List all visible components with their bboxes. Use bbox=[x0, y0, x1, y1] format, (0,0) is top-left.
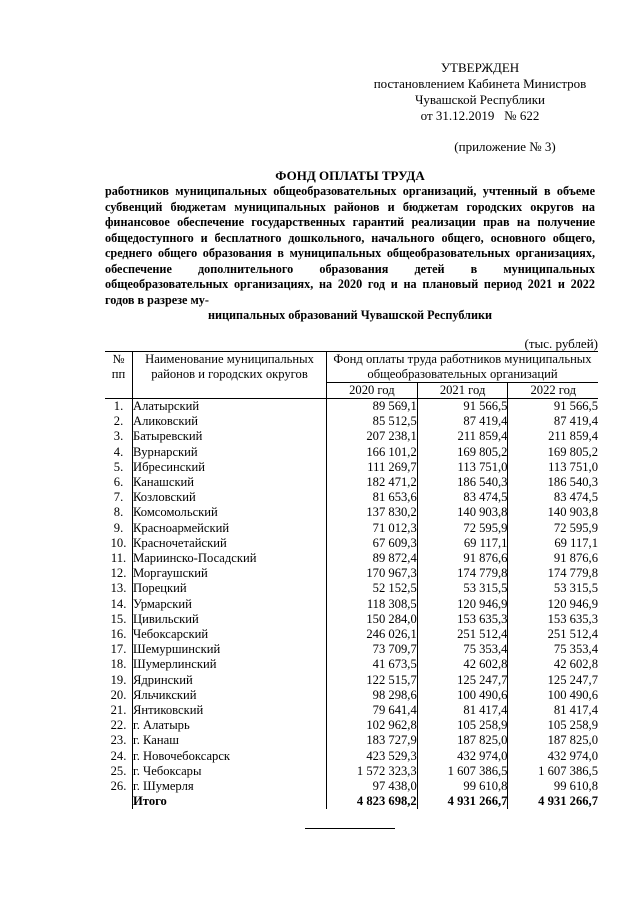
row-name: Янтиковский bbox=[133, 703, 327, 718]
row-value-2020: 166 101,2 bbox=[327, 445, 418, 460]
row-name: Шемуршинский bbox=[133, 642, 327, 657]
row-name: Красночетайский bbox=[133, 536, 327, 551]
row-number: 26. bbox=[110, 779, 127, 794]
row-name: Красноармейский bbox=[133, 521, 327, 536]
row-number: 15. bbox=[110, 611, 127, 626]
row-number: 14. bbox=[110, 596, 127, 611]
row-value-2021: 99 610,8 bbox=[417, 779, 508, 794]
row-value-2021: 120 946,9 bbox=[417, 597, 508, 612]
row-value-2020: 85 512,5 bbox=[327, 414, 418, 429]
row-number: 25. bbox=[110, 763, 127, 778]
total-2021: 4 931 266,7 bbox=[417, 794, 508, 809]
row-value-2022: 75 353,4 bbox=[553, 642, 598, 657]
row-name: Порецкий bbox=[133, 581, 327, 596]
row-number: 17. bbox=[110, 642, 127, 657]
row-value-2020: 111 269,7 bbox=[327, 460, 418, 475]
row-value-2021: 91 876,6 bbox=[417, 551, 508, 566]
document-subtitle bbox=[105, 184, 595, 324]
row-name: Моргаушский bbox=[133, 566, 327, 581]
row-number: 16. bbox=[110, 627, 127, 642]
row-value-2020: 97 438,0 bbox=[327, 779, 418, 794]
approval-block bbox=[360, 60, 600, 124]
row-name: г. Новочебоксарск bbox=[133, 749, 327, 764]
row-value-2020: 137 830,2 bbox=[327, 505, 418, 520]
row-value-2021: 69 117,1 bbox=[417, 536, 508, 551]
units-label: (тыс. рублей) bbox=[524, 336, 598, 351]
row-number: 10. bbox=[110, 535, 127, 550]
total-row bbox=[105, 794, 598, 809]
table-row bbox=[105, 475, 598, 490]
row-value-2022: 251 512,4 bbox=[547, 627, 598, 642]
header-year-2022: 2022 год bbox=[508, 383, 598, 399]
approval-date-number: от 31.12.2019 № 622 bbox=[420, 108, 540, 123]
row-value-2021: 100 490,6 bbox=[417, 688, 508, 703]
row-name: Козловский bbox=[133, 490, 327, 505]
row-number: 2. bbox=[113, 414, 124, 429]
row-name: Ядринский bbox=[133, 673, 327, 688]
row-number: 12. bbox=[110, 566, 127, 581]
row-value-2022: 81 417,4 bbox=[553, 703, 598, 718]
row-value-2022: 100 490,6 bbox=[547, 687, 598, 702]
row-number: 5. bbox=[113, 459, 124, 474]
header-year-2021: 2021 год bbox=[417, 383, 508, 399]
row-value-2020: 89 872,4 bbox=[327, 551, 418, 566]
table-row bbox=[105, 414, 598, 429]
table-row bbox=[105, 490, 598, 505]
row-number: 21. bbox=[110, 703, 127, 718]
table-row bbox=[105, 749, 598, 764]
row-number: 23. bbox=[110, 733, 127, 748]
table-row bbox=[105, 581, 598, 596]
row-name: Аликовский bbox=[133, 414, 327, 429]
row-name: Алатырский bbox=[133, 399, 327, 415]
row-name: Ибресинский bbox=[133, 460, 327, 475]
approval-heading: УТВЕРЖДЕН bbox=[440, 60, 520, 75]
row-number: 18. bbox=[110, 657, 127, 672]
row-name: Канашский bbox=[133, 475, 327, 490]
row-value-2022: 211 859,4 bbox=[548, 429, 598, 444]
row-value-2021: 169 805,2 bbox=[417, 445, 508, 460]
row-value-2021: 125 247,7 bbox=[417, 673, 508, 688]
row-number: 11. bbox=[110, 551, 127, 566]
row-number: 1. bbox=[113, 399, 124, 413]
table-row bbox=[105, 703, 598, 718]
header-number: № пп bbox=[105, 352, 133, 399]
table-row bbox=[105, 536, 598, 551]
row-value-2020: 182 471,2 bbox=[327, 475, 418, 490]
row-value-2021: 432 974,0 bbox=[417, 749, 508, 764]
row-name: Батыревский bbox=[133, 429, 327, 444]
row-value-2022: 187 825,0 bbox=[547, 733, 598, 748]
row-value-2021: 42 602,8 bbox=[417, 657, 508, 672]
table-row bbox=[105, 718, 598, 733]
row-value-2020: 1 572 323,3 bbox=[327, 764, 418, 779]
row-value-2022: 169 805,2 bbox=[547, 444, 598, 459]
row-number: 24. bbox=[110, 748, 127, 763]
table-row bbox=[105, 733, 598, 748]
subtitle-last-line: ниципальных образований Чувашской Республики bbox=[207, 308, 493, 322]
total-number-cell bbox=[105, 794, 133, 809]
table-body bbox=[105, 399, 598, 810]
row-value-2021: 75 353,4 bbox=[417, 642, 508, 657]
row-value-2020: 79 641,4 bbox=[327, 703, 418, 718]
table-row bbox=[105, 566, 598, 581]
document-title: ФОНД ОПЛАТЫ ТРУДА bbox=[275, 168, 425, 183]
row-value-2020: 207 238,1 bbox=[327, 429, 418, 444]
row-value-2020: 183 727,9 bbox=[327, 733, 418, 748]
table-row bbox=[105, 673, 598, 688]
row-number: 9. bbox=[113, 520, 124, 535]
total-2020: 4 823 698,2 bbox=[327, 794, 418, 809]
row-number: 4. bbox=[113, 444, 124, 459]
row-name: Чебоксарский bbox=[133, 627, 327, 642]
row-number: 8. bbox=[113, 505, 124, 520]
row-value-2022: 186 540,3 bbox=[547, 475, 598, 490]
row-number: 22. bbox=[110, 718, 127, 733]
row-value-2022: 174 779,8 bbox=[547, 566, 598, 581]
row-value-2020: 71 012,3 bbox=[327, 521, 418, 536]
row-value-2021: 87 419,4 bbox=[417, 414, 508, 429]
total-label: Итого bbox=[133, 794, 327, 809]
header-fund: Фонд оплаты труда работников муниципальных общеобразовательных организаций bbox=[327, 352, 599, 383]
header-year-2020: 2020 год bbox=[327, 383, 418, 399]
row-value-2021: 81 417,4 bbox=[417, 703, 508, 718]
row-value-2022: 140 903,8 bbox=[547, 505, 598, 520]
table-row bbox=[105, 445, 598, 460]
table-row bbox=[105, 627, 598, 642]
subtitle-main: работников муниципальных общеобразовательных организаций, учтенный в объеме субвенций бюджетам муниципальных районов и бюджетам городских округов на финансовое обеспечение государственных гарантий реализации прав на получение общедоступного и бесплатного дошкольного, начального общего, основного общего, среднего общего образования в муниципальных общеобразовательных организациях, обеспечение дополнительного образования детей в муниципальных общеобразовательных организациях, на 2020 год и на плановый период 2021 и 2022 годов в разрезе му- bbox=[105, 184, 595, 307]
row-name: Мариинско-Посадский bbox=[133, 551, 327, 566]
row-name: Вурнарский bbox=[133, 445, 327, 460]
total-2022: 4 931 266,7 bbox=[538, 794, 598, 809]
row-value-2020: 73 709,7 bbox=[327, 642, 418, 657]
row-value-2021: 153 635,3 bbox=[417, 612, 508, 627]
table-row bbox=[105, 521, 598, 536]
row-value-2020: 150 284,0 bbox=[327, 612, 418, 627]
row-value-2020: 98 298,6 bbox=[327, 688, 418, 703]
row-value-2020: 122 515,7 bbox=[327, 673, 418, 688]
row-number: 6. bbox=[113, 475, 124, 490]
row-number: 20. bbox=[110, 687, 127, 702]
row-name: Шумерлинский bbox=[133, 657, 327, 672]
row-number: 3. bbox=[113, 429, 124, 444]
row-value-2021: 140 903,8 bbox=[417, 505, 508, 520]
signature-divider bbox=[305, 828, 395, 829]
row-value-2022: 42 602,8 bbox=[553, 657, 598, 672]
approval-issuer: постановлением Кабинета Министров bbox=[373, 76, 587, 91]
table-row bbox=[105, 505, 598, 520]
row-value-2021: 53 315,5 bbox=[417, 581, 508, 596]
row-value-2022: 113 751,0 bbox=[548, 459, 598, 474]
row-name: Урмарский bbox=[133, 597, 327, 612]
row-value-2021: 251 512,4 bbox=[417, 627, 508, 642]
row-value-2022: 432 974,0 bbox=[547, 748, 598, 763]
row-value-2022: 105 258,9 bbox=[547, 718, 598, 733]
row-value-2022: 91 876,6 bbox=[553, 551, 598, 566]
table-row bbox=[105, 460, 598, 475]
table-row bbox=[105, 597, 598, 612]
row-value-2020: 52 152,5 bbox=[327, 581, 418, 596]
table-row bbox=[105, 612, 598, 627]
fund-table bbox=[105, 351, 598, 809]
row-value-2021: 72 595,9 bbox=[417, 521, 508, 536]
row-value-2022: 153 635,3 bbox=[547, 611, 598, 626]
row-value-2020: 81 653,6 bbox=[327, 490, 418, 505]
row-value-2020: 423 529,3 bbox=[327, 749, 418, 764]
row-value-2021: 91 566,5 bbox=[417, 399, 508, 415]
row-number: 19. bbox=[110, 672, 127, 687]
row-name: Цивильский bbox=[133, 612, 327, 627]
row-value-2020: 89 569,1 bbox=[327, 399, 418, 415]
row-name: г. Канаш bbox=[133, 733, 327, 748]
row-value-2020: 102 962,8 bbox=[327, 718, 418, 733]
row-value-2022: 83 474,5 bbox=[553, 490, 598, 505]
row-number: 13. bbox=[110, 581, 127, 596]
row-value-2022: 72 595,9 bbox=[553, 520, 598, 535]
row-name: Комсомольский bbox=[133, 505, 327, 520]
row-value-2021: 105 258,9 bbox=[417, 718, 508, 733]
table-row bbox=[105, 642, 598, 657]
row-value-2022: 69 117,1 bbox=[554, 535, 598, 550]
row-value-2022: 99 610,8 bbox=[553, 779, 598, 794]
row-name: Яльчикский bbox=[133, 688, 327, 703]
row-value-2021: 187 825,0 bbox=[417, 733, 508, 748]
row-value-2021: 211 859,4 bbox=[417, 429, 508, 444]
table-row bbox=[105, 657, 598, 672]
annex-label: (приложение № 3) bbox=[454, 139, 556, 154]
row-value-2022: 125 247,7 bbox=[547, 672, 598, 687]
row-value-2021: 113 751,0 bbox=[417, 460, 508, 475]
row-value-2022: 91 566,5 bbox=[553, 399, 598, 413]
row-name: г. Шумерля bbox=[133, 779, 327, 794]
row-name: г. Алатырь bbox=[133, 718, 327, 733]
row-value-2021: 1 607 386,5 bbox=[417, 764, 508, 779]
table-row bbox=[105, 551, 598, 566]
approval-republic: Чувашской Республики bbox=[414, 92, 546, 107]
table-row bbox=[105, 429, 598, 444]
table-row bbox=[105, 764, 598, 779]
row-value-2022: 53 315,5 bbox=[553, 581, 598, 596]
row-value-2020: 67 609,3 bbox=[327, 536, 418, 551]
row-value-2020: 41 673,5 bbox=[327, 657, 418, 672]
row-name: г. Чебоксары bbox=[133, 764, 327, 779]
row-value-2022: 120 946,9 bbox=[547, 596, 598, 611]
row-value-2021: 186 540,3 bbox=[417, 475, 508, 490]
row-number: 7. bbox=[113, 490, 124, 505]
row-value-2022: 1 607 386,5 bbox=[538, 763, 598, 778]
row-value-2020: 170 967,3 bbox=[327, 566, 418, 581]
row-value-2020: 246 026,1 bbox=[327, 627, 418, 642]
row-value-2021: 83 474,5 bbox=[417, 490, 508, 505]
row-value-2022: 87 419,4 bbox=[553, 414, 598, 429]
table-row bbox=[105, 399, 598, 415]
table-row bbox=[105, 688, 598, 703]
header-name: Наименование муниципальных районов и городских округов bbox=[133, 352, 327, 399]
row-value-2021: 174 779,8 bbox=[417, 566, 508, 581]
row-value-2020: 118 308,5 bbox=[327, 597, 418, 612]
table-row bbox=[105, 779, 598, 794]
